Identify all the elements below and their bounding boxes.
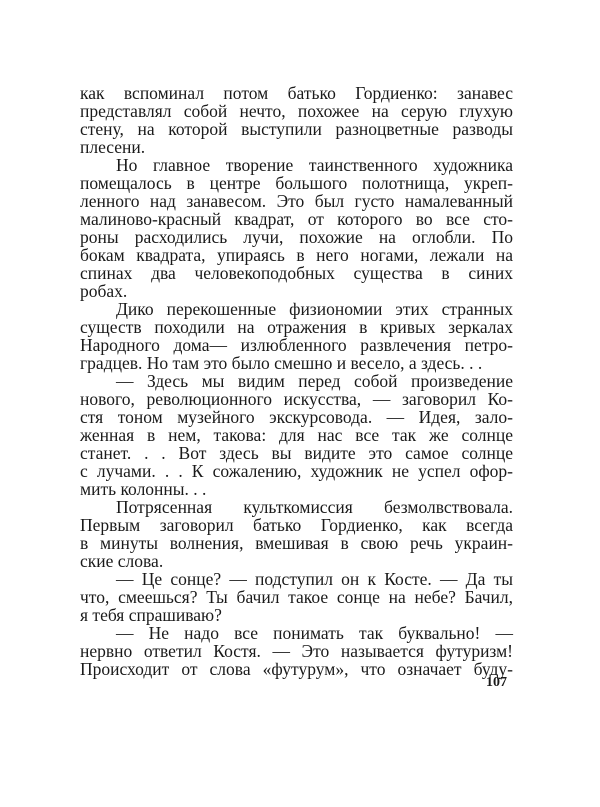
page-body-text	[80, 84, 513, 678]
paragraph	[80, 300, 513, 372]
text-line: Дико перекошенные физиономии этих странных	[116, 299, 513, 319]
text-line: я тебя спрашиваю?	[80, 605, 222, 625]
text-line: Потрясенная культкомиссия безмолвствовала.	[116, 497, 513, 517]
text-line: мить колонны. . .	[80, 479, 207, 499]
text-line: спинах два человекоподобных существа в синих	[80, 263, 513, 283]
text-line: — Здесь мы видим перед собой произведение	[116, 371, 513, 391]
text-line: градцев. Но там это было смешно и весело, а здесь. . .	[80, 353, 483, 373]
text-line: с лучами. . . К сожалению, художник не успел офор-	[80, 461, 513, 481]
text-line: роны расходились лучи, похожие на оглобли. По	[80, 227, 513, 247]
text-line: ленного над занавесом. Это был густо намалеванный	[80, 191, 513, 211]
text-line: Первым заговорил батько Гордиенко, как всегда	[80, 515, 513, 535]
paragraph	[80, 156, 513, 300]
text-line: станет. . . Вот здесь вы видите это самое солнце	[80, 443, 513, 463]
text-line: ские слова.	[80, 551, 164, 571]
text-line: что, смеешься? Ты бачил такое сонце на небе? Бачил,	[80, 587, 513, 607]
text-line: помещалось в центре большого полотнища, укреп-	[80, 173, 513, 193]
text-line: в минуты волнения, вмешивая в свою речь украин-	[80, 533, 513, 553]
text-line: нервно ответил Костя. — Это называется футуризм!	[80, 641, 513, 661]
text-line: существ походили на отражения в кривых зеркалах	[80, 317, 513, 337]
text-line: Народного дома— излюбленного развлечения петро-	[80, 335, 513, 355]
text-line: представлял собой нечто, похожее на серую глухую	[80, 101, 513, 121]
text-line: женная в нем, такова: для нас все так же солнце	[80, 425, 513, 445]
text-line: робах.	[80, 281, 128, 301]
text-line: — Не надо все понимать так буквально! —	[116, 623, 513, 643]
text-line: стену, на которой выступили разноцветные разводы	[80, 119, 513, 139]
text-line: Происходит от слова «футурум», что означает буду-	[80, 659, 513, 679]
text-line: бокам квадрата, упираясь в него ногами, лежали на	[80, 245, 513, 265]
text-line: малиново-красный квадрат, от которого во все сто-	[80, 209, 513, 229]
text-line: — Це сонце? — подступил он к Косте. — Да ты	[116, 569, 513, 589]
text-line: плесени.	[80, 137, 146, 157]
text-line: стя тоном музейного экскурсовода. — Идея, зало-	[80, 407, 513, 427]
text-line: Но главное творение таинственного художника	[116, 155, 513, 175]
text-line: как вспоминал потом батько Гордиенко: занавес	[80, 83, 513, 103]
text-line: нового, революционного искусства, — заговорил Ко-	[80, 389, 513, 409]
paragraph	[80, 84, 513, 156]
paragraph	[80, 498, 513, 570]
paragraph	[80, 570, 513, 624]
paragraph	[80, 372, 513, 498]
paragraph	[80, 624, 513, 678]
page-number: 107	[486, 675, 507, 690]
